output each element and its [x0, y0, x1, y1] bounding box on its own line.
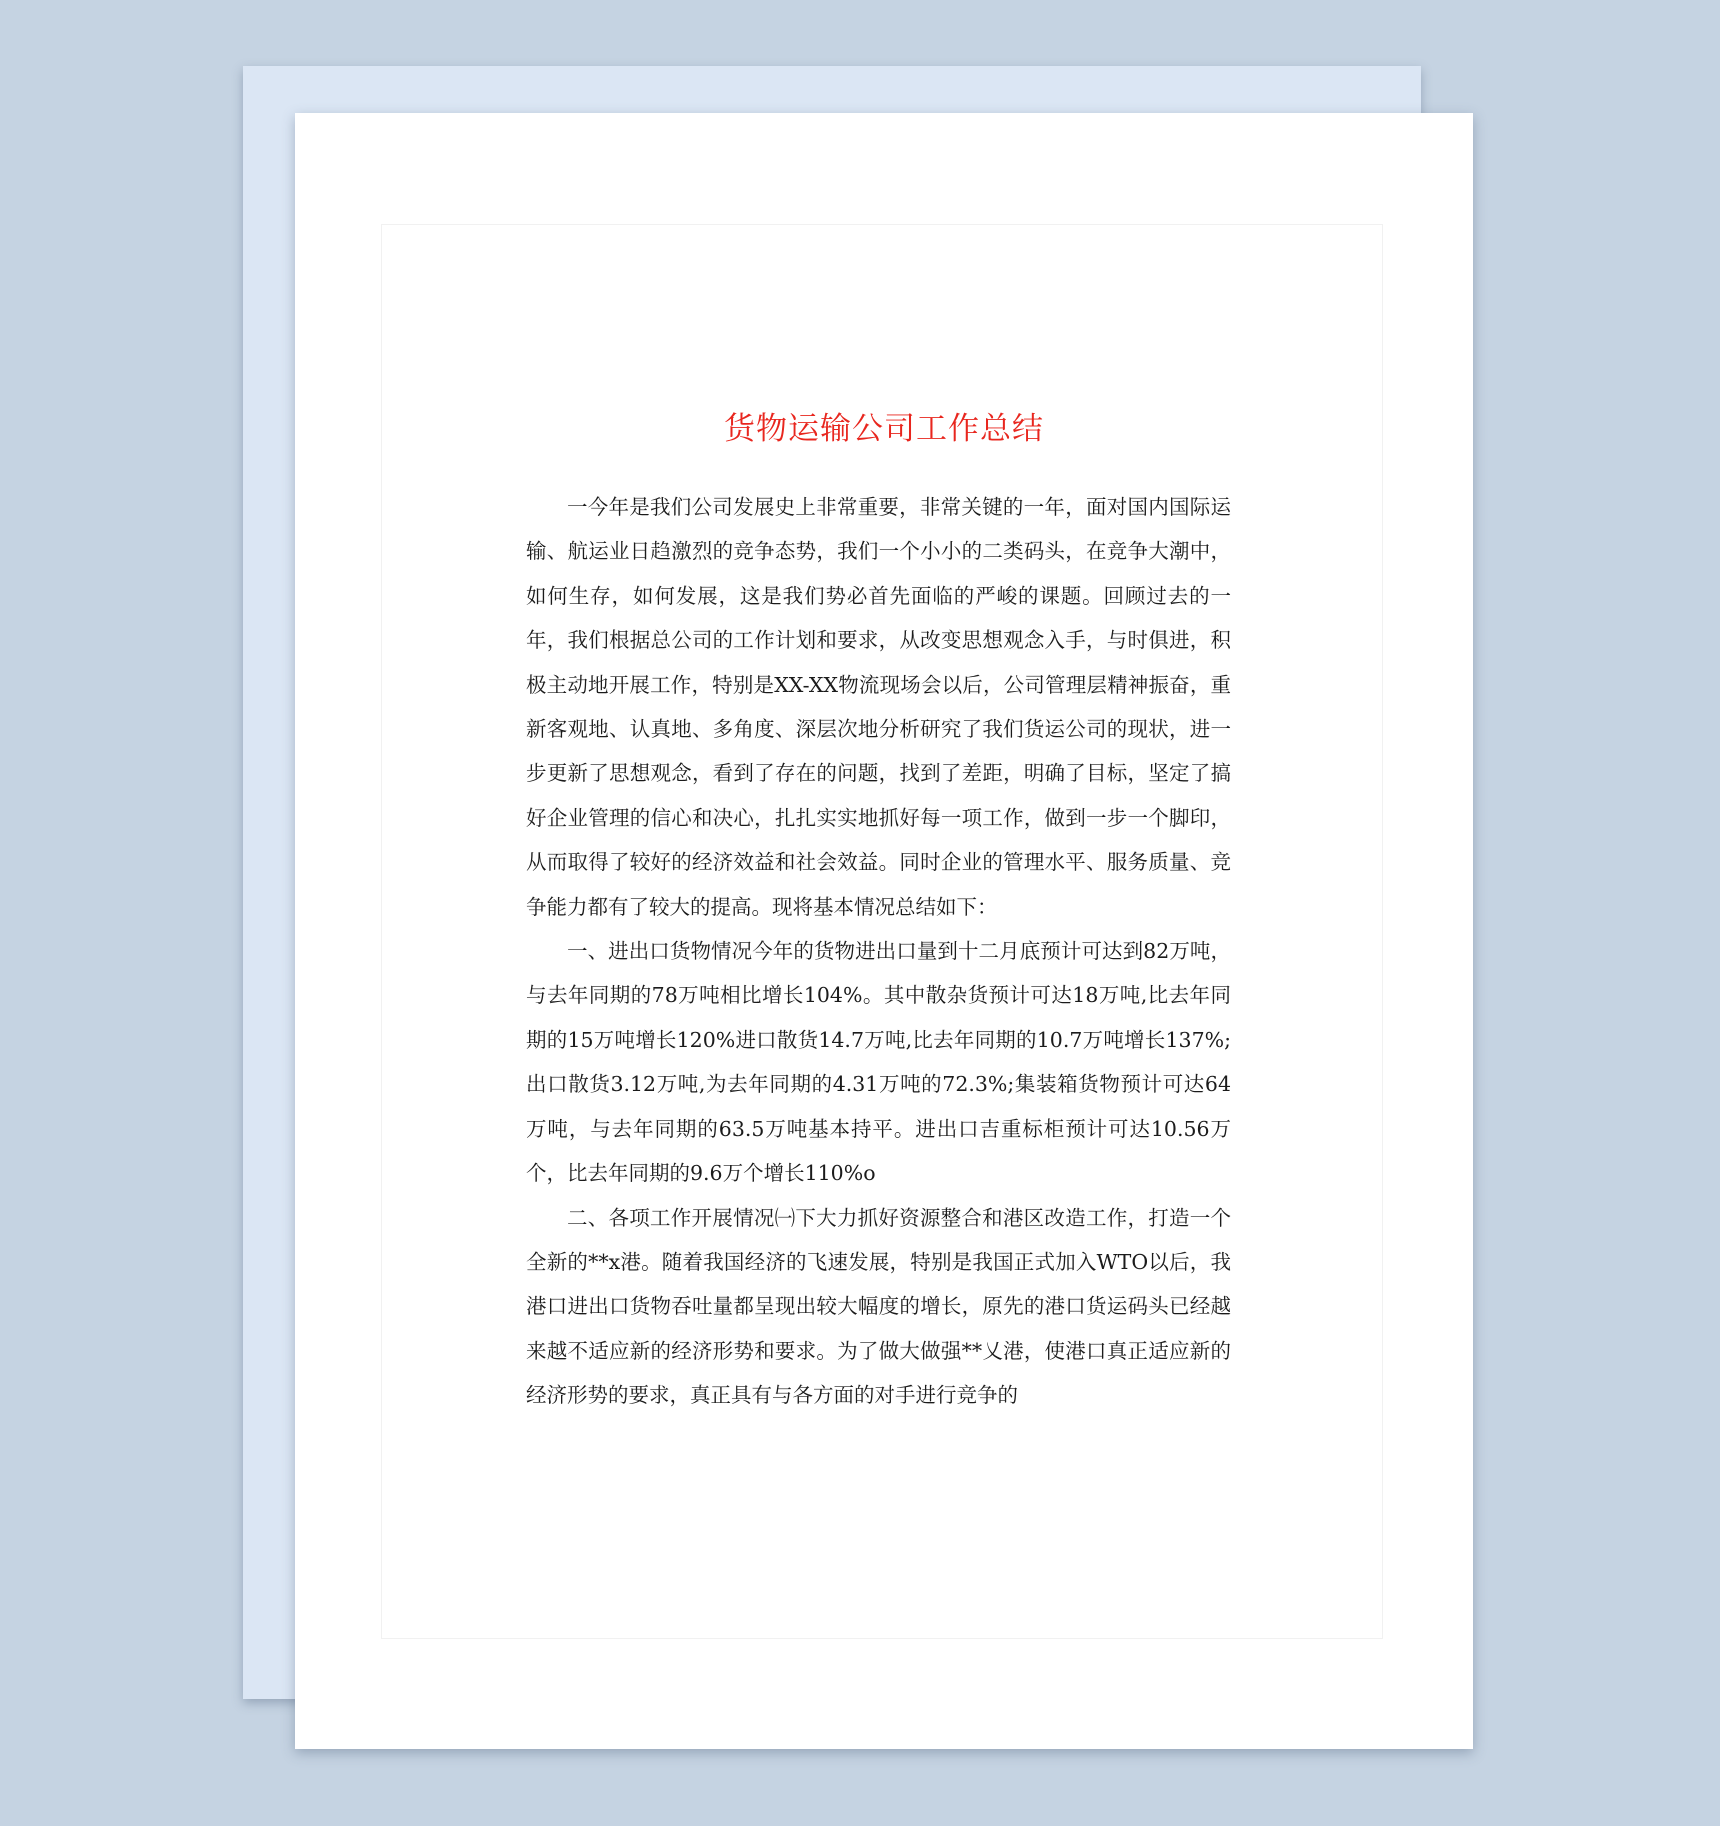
document-body [526, 485, 1231, 1418]
paragraph-intro: 一今年是我们公司发展史上非常重要，非常关键的一年，面对国内国际运输、航运业日趋激烈的竞争态势，我们一个小小的二类码头，在竞争大潮中，如何生存，如何发展，这是我们势必首先面临的严峻的课题。回顾过去的一年，我们根据总公司的工作计划和要求，从改变思想观念入手，与时俱进，积极主动地开展工作，特别是XX-XX物流现场会以后，公司管理层精神振奋，重新客观地、认真地、多角度、深层次地分析研究了我们货运公司的现状，进一步更新了思想观念，看到了存在的问题，找到了差距，明确了目标，坚定了搞好企业管理的信心和决心，扎扎实实地抓好每一项工作，做到一步一个脚印，从而取得了较好的经济效益和社会效益。同时企业的管理水平、服务质量、竞争能力都有了较大的提高。现将基本情况总结如下： [526, 495, 1231, 919]
document-page [295, 113, 1473, 1749]
paragraph-section-1: 一、进出口货物情况今年的货物进出口量到十二月底预计可达到82万吨，与去年同期的78万吨相比增长104%。其中散杂货预计可达18万吨,比去年同期的15万吨增长120%进口散货14.7万吨,比去年同期的10.7万吨增长137%;出口散货3.12万吨,为去年同期的4.31万吨的72.3%;集装箱货物预计可达64万吨，与去年同期的63.5万吨基本持平。进出口吉重标柜预计可达10.56万个，比去年同期的9.6万个增长110%o [526, 939, 1231, 1186]
paragraph-section-2: 二、各项工作开展情况㈠下大力抓好资源整合和港区改造工作，打造一个全新的**x港。随着我国经济的飞速发展，特别是我国正式加入WTO以后，我港口进出口货物吞吐量都呈现出较大幅度的增长，原先的港口货运码头已经越来越不适应新的经济形势和要求。为了做大做强**乂港，使港口真正适应新的经济形势的要求，真正具有与各方面的对手进行竞争的 [526, 1205, 1231, 1408]
document-title: 货物运输公司工作总结 [724, 411, 1044, 447]
